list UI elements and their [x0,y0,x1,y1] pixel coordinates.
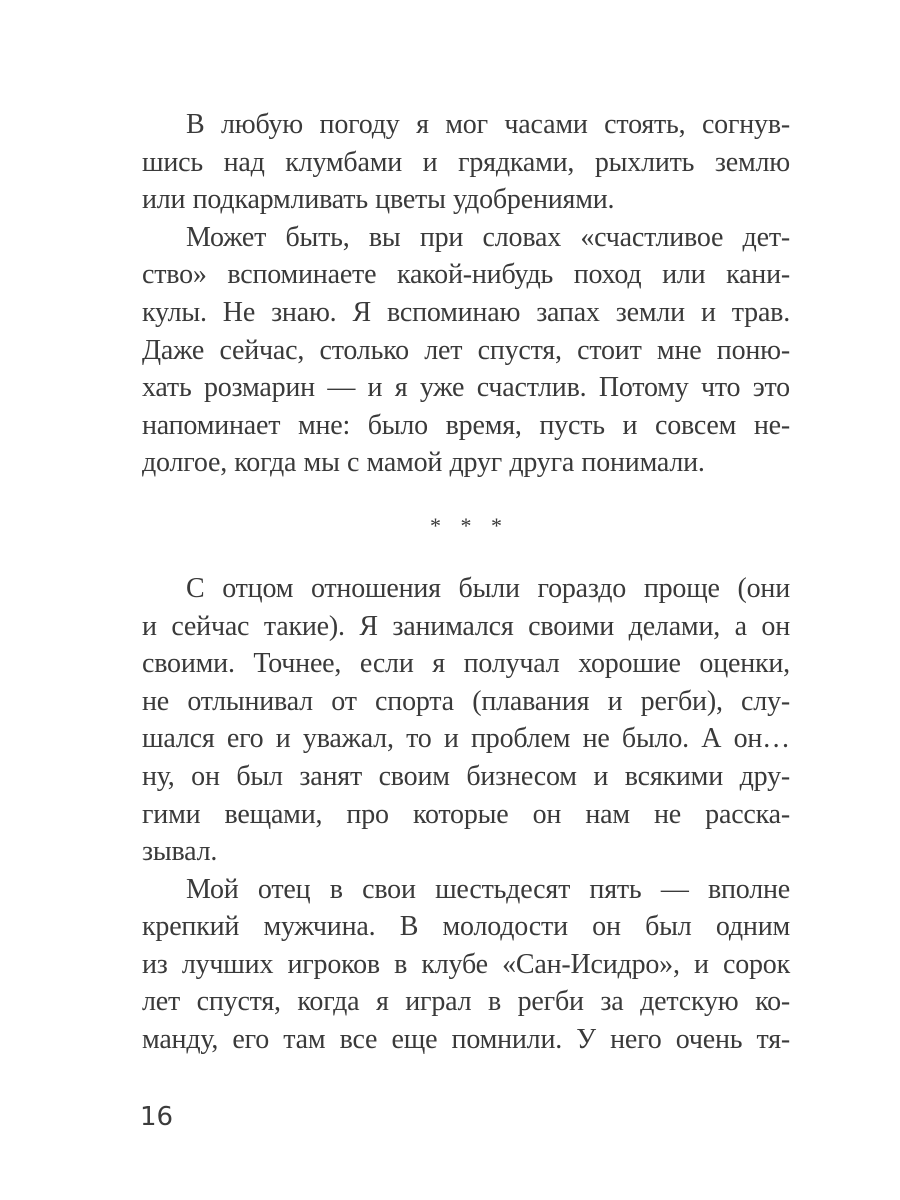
text-line: Даже сейчас, столько лет спустя, стоит мне поню- [142,334,790,366]
text-line: манду, его там все еще помнили. У него очень тя- [142,1024,790,1056]
text-line: Мой отец в свои шестьдесят пять — вполне [186,873,790,905]
paragraph [142,570,790,871]
text-line: шался его и уважал, то и проблем не было. А он… [142,723,790,755]
text-line: хать розмарин — и я уже счастлив. Потому что это [142,372,790,404]
text-line: С отцом отношения были гораздо проще (они [186,572,790,604]
text-line: зывал. [142,836,218,868]
text-line: своими. Точнее, если я получал хорошие оценки, [142,648,790,680]
text-line: из лучших игроков в клубе «Сан-Исидро», и сорок [142,948,790,980]
text-line: В любую погоду я мог часами стоять, согнув- [186,109,790,140]
text-block [142,106,790,1059]
paragraph [142,219,790,482]
text-line: Может быть, вы при словах «счастливое дет- [186,221,790,253]
paragraph [142,106,790,219]
text-line: напоминает мне: было время, пусть и совсем не- [142,409,790,441]
text-line: и сейчас такие). Я занимался своими делами, а он [142,610,790,642]
text-line: крепкий мужчина. В молодости он был одним [142,911,790,943]
text-line: гими вещами, про которые он нам не расска- [142,798,790,830]
text-line: ство» вспоминаете какой-нибудь поход или кани- [142,259,790,291]
text-line: или подкармливать цветы удобрениями. [142,184,615,216]
paragraph [142,871,790,1059]
text-line: долгое, когда мы с мамой друг друга понимали. [142,447,705,479]
page-number: 16 [140,1102,174,1132]
text-line: ну, он был занят своим бизнесом и всякими дру- [142,760,790,792]
text-line: не отлынивал от спорта (плавания и регби), слу- [142,685,790,717]
text-line: шись над клумбами и грядками, рыхлить землю [142,146,790,178]
text-line: кулы. Не знаю. Я вспоминаю запах земли и трав. [142,296,790,328]
text-line: лет спустя, когда я играл в регби за детскую ко- [142,986,790,1018]
section-separator: * * * [430,512,509,538]
